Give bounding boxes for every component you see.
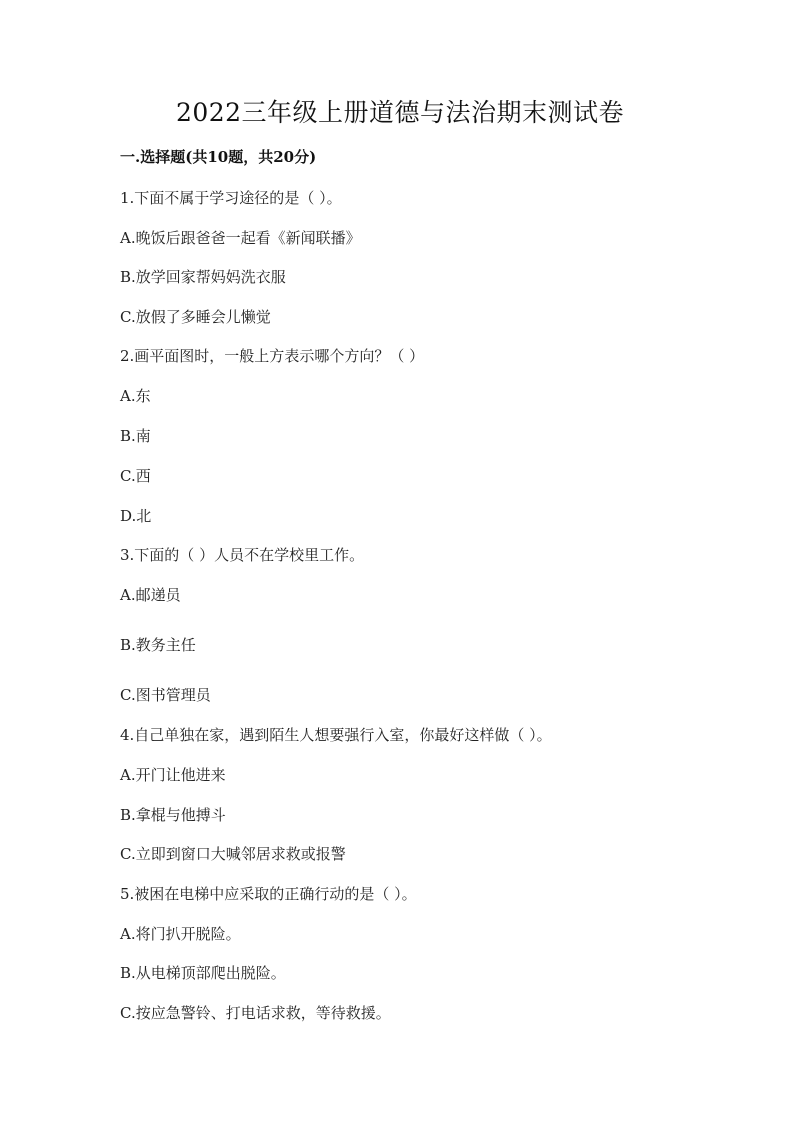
option-1c: C.放假了多睡会儿懒觉	[120, 308, 271, 326]
option-5a: A.将门扒开脱险。	[120, 925, 241, 943]
option-1b: B.放学回家帮妈妈洗衣服	[120, 268, 286, 286]
page-title: 2022三年级上册道德与法治期末测试卷	[175, 98, 625, 127]
question-5: 5.被困在电梯中应采取的正确行动的是（ ）。	[120, 885, 417, 903]
question-2: 2.画平面图时，一般上方表示哪个方向？（ ）	[120, 347, 425, 365]
option-4c: C.立即到窗口大喊邻居求救或报警	[120, 845, 346, 863]
option-2c: C.西	[120, 467, 151, 485]
option-5b: B.从电梯顶部爬出脱险。	[120, 964, 286, 982]
option-2a: A.东	[120, 387, 151, 405]
option-2d: D.北	[120, 507, 152, 525]
question-1: 1.下面不属于学习途径的是（ ）。	[120, 189, 342, 207]
question-3: 3.下面的（ ）人员不在学校里工作。	[120, 546, 365, 564]
option-3c: C.图书管理员	[120, 686, 211, 704]
option-3a: A.邮递员	[120, 586, 181, 604]
option-3b: B.教务主任	[120, 636, 196, 654]
option-1a: A.晚饭后跟爸爸一起看《新闻联播》	[120, 229, 361, 247]
option-5c: C.按应急警铃、打电话求救，等待救援。	[120, 1004, 391, 1022]
option-2b: B.南	[120, 427, 151, 445]
option-4a: A.开门让他进来	[120, 766, 226, 784]
question-4: 4.自己单独在家，遇到陌生人想要强行入室，你最好这样做（ ）。	[120, 726, 552, 744]
option-4b: B.拿棍与他搏斗	[120, 806, 226, 824]
section-heading: 一.选择题(共10题，共20分)	[120, 148, 317, 166]
